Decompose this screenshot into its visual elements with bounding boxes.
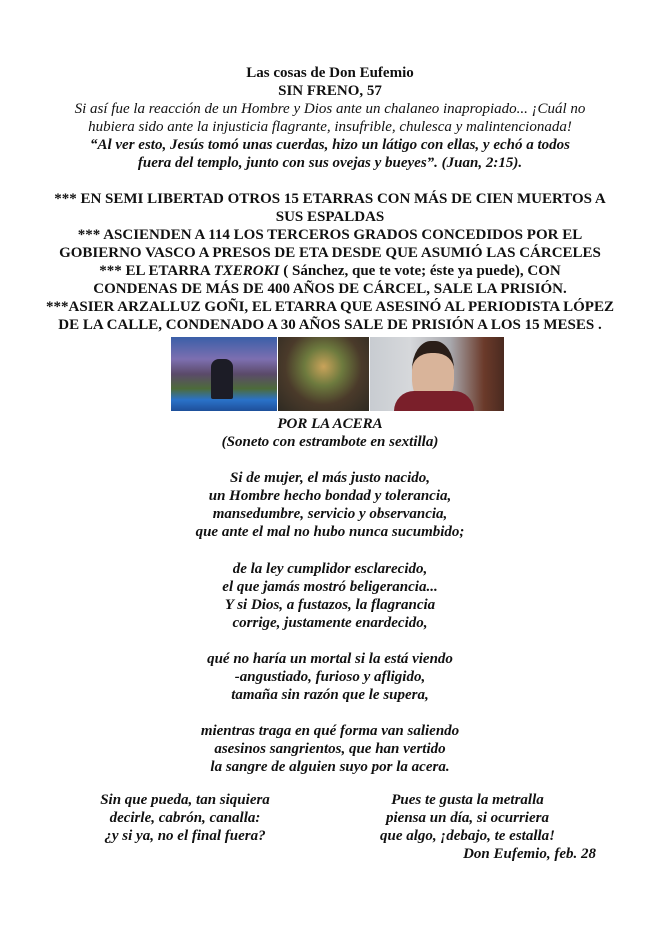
- stanza-2: [0, 560, 660, 632]
- verse: Si de mujer, el más justo nacido,: [229, 470, 431, 486]
- stanza-3: [0, 650, 660, 704]
- headline-text: ( Sánchez, que te vote; éste ya puede), CON: [279, 263, 561, 279]
- verse: la sangre de alguien suyo por la acera.: [210, 759, 450, 775]
- verse: decirle, cabrón, canalla:: [109, 810, 261, 826]
- verse: piensa un día, si ocurriera: [386, 810, 549, 826]
- verse: asesinos sangrientos, que han vertido: [214, 741, 446, 757]
- verse: mientras traga en qué forma van saliendo: [200, 723, 460, 739]
- verse: -angustiado, furioso y afligido,: [234, 669, 426, 685]
- verse: qué no haría un mortal si la está viendo: [207, 651, 453, 667]
- verse: de la ley cumplidor esclarecido,: [232, 561, 428, 577]
- poem-heading: [0, 415, 660, 451]
- headline-line: *** ASCIENDEN A 114 LOS TERCEROS GRADOS CONCEDIDOS POR EL: [77, 227, 583, 243]
- intro-line: hubiera sido ante la injusticia flagrante, insufrible, chulesca y malintencionada!: [88, 119, 572, 135]
- signature: Don Eufemio, feb. 28: [463, 846, 596, 862]
- document-title: Las cosas de Don Eufemio: [246, 65, 414, 81]
- painting-image: [278, 337, 369, 411]
- headline-line: SUS ESPALDAS: [275, 209, 385, 225]
- poem-title: POR LA ACERA: [277, 416, 383, 432]
- headline-text: *** EL ETARRA: [99, 263, 214, 279]
- quote-line: “Al ver esto, Jesús tomó unas cuerdas, hizo un látigo con ellas, y echó a todos: [89, 137, 571, 153]
- stanza-1: [0, 469, 660, 541]
- verse: que algo, ¡debajo, te estalla!: [380, 828, 555, 844]
- estrambote-left: [80, 791, 290, 845]
- headline-line: ***ASIER ARZALLUZ GOÑI, EL ETARRA QUE ASESINÓ AL PERIODISTA LÓPEZ: [46, 299, 614, 315]
- verse: un Hombre hecho bondad y tolerancia,: [208, 488, 452, 504]
- verse: ¿y si ya, no el final fuera?: [104, 828, 266, 844]
- verse: Y si Dios, a fustazos, la flagrancia: [224, 597, 436, 613]
- intro-line: Si así fue la reacción de un Hombre y Dios ante un chalaneo inapropiado... ¡Cuál no: [74, 101, 586, 117]
- portrait-photo: [370, 337, 504, 411]
- headline-line: [0, 262, 660, 280]
- image-strip: [171, 337, 504, 411]
- quote-line: fuera del templo, junto con sus ovejas y bueyes”. (Juan, 2:15).: [137, 155, 523, 171]
- estrambote-right: [360, 791, 575, 845]
- street-photo: [171, 337, 277, 411]
- stanza-4: [0, 722, 660, 776]
- bible-quote: [0, 136, 660, 172]
- headline-line: CONDENAS DE MÁS DE 400 AÑOS DE CÁRCEL, SALE LA PRISIÓN.: [93, 281, 567, 297]
- news-headlines: [0, 190, 660, 334]
- verse: mansedumbre, servicio y observancia,: [212, 506, 448, 522]
- headline-line: DE LA CALLE, CONDENADO A 30 AÑOS SALE DE PRISIÓN A LOS 15 MESES .: [58, 317, 602, 333]
- header: [0, 64, 660, 100]
- verse: que ante el mal no hubo nunca sucumbido;: [195, 524, 465, 540]
- verse: Pues te gusta la metralla: [391, 792, 544, 808]
- poem-subtitle: (Soneto con estrambote en sextilla): [221, 434, 439, 450]
- verse: tamaña sin razón que le supera,: [231, 687, 429, 703]
- verse: el que jamás mostró beligerancia...: [222, 579, 438, 595]
- headline-line: *** EN SEMI LIBERTAD OTROS 15 ETARRAS CON MÁS DE CIEN MUERTOS A: [54, 191, 606, 207]
- headline-line: GOBIERNO VASCO A PRESOS DE ETA DESDE QUE ASUMIÓ LAS CÁRCELES: [59, 245, 601, 261]
- verse: Sin que pueda, tan siquiera: [100, 792, 270, 808]
- headline-alias: TXEROKI: [213, 263, 280, 279]
- verse: corrige, justamente enardecido,: [232, 615, 428, 631]
- document-subtitle: SIN FRENO, 57: [278, 83, 382, 99]
- intro: [0, 100, 660, 136]
